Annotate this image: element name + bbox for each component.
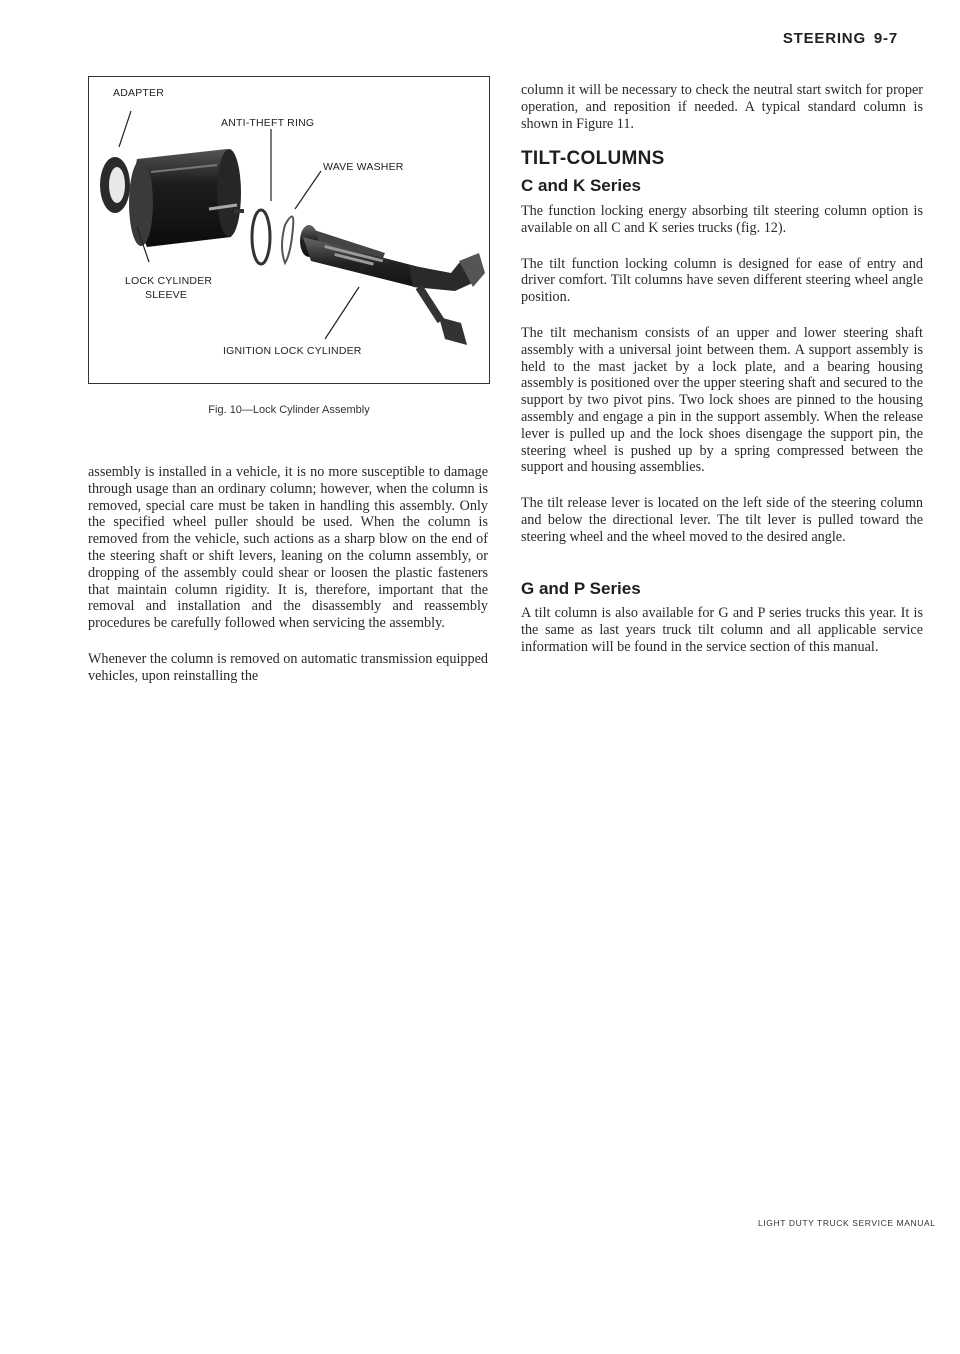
label-lock-cylinder: LOCK CYLINDER <box>125 275 213 287</box>
anti-theft-ring-part <box>252 210 270 264</box>
page-number: 9-7 <box>873 30 898 47</box>
paragraph: The tilt mechanism consists of an upper and lower steering shaft assembly with a universal joint between them. A support assembly is held to the mast jacket by a lock plate, and a bearing housing assembly is positioned over the upper steering shaft and secured to the support by two pivot pins. Two lock shoes are pinned to the housing assembly and engage a pin in the support assembly. When the release lever is pulled up and the lock shoes disengage the support pin, the steering wheel is pushed up by a spring compressed between the support and housing assemblies. <box>521 324 923 476</box>
subsection-heading: C and K Series <box>521 176 641 196</box>
ignition-lock-cylinder-part <box>300 225 485 345</box>
page-footer: LIGHT DUTY TRUCK SERVICE MANUAL <box>758 1218 936 1228</box>
left-column <box>88 464 488 704</box>
paragraph: The tilt release lever is located on the left side of the steering column and below the directional lever. The tilt lever is pulled toward the steering wheel and the wheel moved to the desired angle. <box>521 495 923 545</box>
label-sleeve: SLEEVE <box>145 289 188 301</box>
paragraph: The function locking energy absorbing tilt steering column option is available on all C and K series trucks (fig. 12). <box>521 202 923 236</box>
paragraph: assembly is installed in a vehicle, it is no more susceptible to damage through usage than an ordinary column; however, when the column is removed, special care must be taken in handling this assembly. Only the specified wheel puller should be used. When the column is removed from the vehicle, such actions as a sharp blow on the end of the steering shaft or shift levers, leaning on the column assembly, or dropping of the assembly could shear or loosen the plastic fasteners that maintain column rigidity. It is, therefore, important that the removal and installation and the disassembly and reassembly procedures be carefully followed when servicing the assembly. <box>88 464 488 632</box>
header-section: STEERING <box>782 30 866 47</box>
label-ignition-lock-cylinder: IGNITION LOCK CYLINDER <box>223 345 362 357</box>
label-wave-washer: WAVE WASHER <box>323 161 404 173</box>
paragraph: The tilt function locking column is designed for ease of entry and driver comfort. Tilt columns have seven different steering wheel angle position. <box>521 255 923 306</box>
wave-washer-part <box>282 216 293 263</box>
paragraph: A tilt column is also available for G and P series trucks this year. It is the same as last years truck tilt column and all applicable service information will be found in the service section of this manual. <box>521 605 923 655</box>
paragraph: column it will be necessary to check the neutral start switch for proper operation, and reposition if needed. A typical standard column is shown in Figure 11. <box>521 82 923 132</box>
subsection-heading: G and P Series <box>521 578 641 598</box>
paragraph: Whenever the column is removed on automatic transmission equipped vehicles, upon reinstalling the <box>88 650 488 684</box>
section-heading: TILT-COLUMNS <box>521 148 665 170</box>
figure-lock-cylinder-assembly <box>88 76 490 384</box>
label-adapter: ADAPTER <box>113 87 164 99</box>
right-column <box>521 82 923 675</box>
lock-cylinder-sleeve-part <box>129 149 244 247</box>
label-anti-theft-ring: ANTI-THEFT RING <box>221 117 315 129</box>
page-header <box>783 30 898 47</box>
figure-caption: Fig. 10—Lock Cylinder Assembly <box>208 404 370 416</box>
adapter-part <box>100 157 130 213</box>
